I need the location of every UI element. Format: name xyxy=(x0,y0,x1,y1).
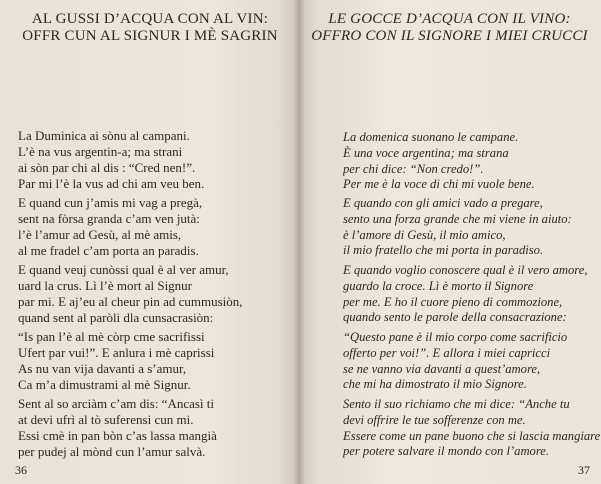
right-title-line: OFFRO CON IL SIGNORE I MIEI CRUCCI xyxy=(311,28,588,44)
page-number: 37 xyxy=(578,463,590,477)
verse-line: devi offrire le tue sofferenze con me. xyxy=(343,412,526,427)
right-title-line: LE GOCCE D’ACQUA CON IL VINO: xyxy=(328,11,571,27)
left-title-line: AL GUSSI D’ACQUA CON AL VIN: xyxy=(31,11,269,27)
verse-line: “Questo pane è il mio corpo come sacrificio xyxy=(343,330,568,344)
verse-line: E quand cun j’amis mi vag a pregà, xyxy=(18,195,203,210)
verse-line: per chi dice: “Non credo!”. xyxy=(343,161,484,176)
verse-line: “Is pan l’è al mè còrp cme sacrifissi xyxy=(18,329,205,344)
right-page-title xyxy=(298,11,601,45)
verse-line: Ca m’a dimustrami al mè Signur. xyxy=(18,377,191,392)
verse-line: è l’amore di Gesù, il mio amico, xyxy=(343,227,506,242)
right-stanza xyxy=(343,330,567,393)
left-page-title xyxy=(0,11,298,45)
right-stanza xyxy=(343,397,600,460)
verse-line: Ufert par vui!”. E anlura i mè caprissi xyxy=(18,345,215,360)
verse-line: per me. E ho il cuore pieno di commozione, xyxy=(343,294,563,309)
verse-line: As nu van vija davanti a s’amur, xyxy=(18,361,187,376)
verse-line: Per me è la voce di chi mi vuole bene. xyxy=(343,177,535,192)
verse-line: par mi. E aj’eu al cheur pin ad cummusiòn, xyxy=(18,294,243,309)
verse-line: Essere come un pane buono che si lascia mangiare xyxy=(343,428,601,443)
right-stanza xyxy=(343,263,587,326)
verse-line: al me fradel c’am porta an paradis. xyxy=(18,243,199,258)
verse-line: E quando con gli amici vado a pregare, xyxy=(343,196,543,210)
left-stanza xyxy=(18,329,214,393)
verse-line: Sent al so arciàm c’am dis: “Ancasì ti xyxy=(18,396,215,411)
verse-line: quand sent al paròli dla cunsacrasiòn: xyxy=(18,310,214,325)
left-stanza xyxy=(18,195,202,259)
verse-line: se ne vanno via davanti a quest’amore, xyxy=(343,361,541,376)
book-gutter xyxy=(293,0,305,484)
verse-line: Sento il suo richiamo che mi dice: “Anche tu xyxy=(343,397,570,411)
verse-line: quando sento le parole della consacrazione: xyxy=(343,310,567,325)
verse-line: La domenica suonano le campane. xyxy=(343,130,519,144)
verse-line: ai sòn par chi al dis : “Cred nen!”. xyxy=(18,160,196,175)
left-stanza xyxy=(18,262,243,326)
verse-line: per pudej al mònd cun l’amur salvà. xyxy=(18,444,206,459)
verse-line: l’è l’amur ad Gesù, al mè amis, xyxy=(18,227,182,242)
left-page xyxy=(0,0,298,484)
verse-line: E quand veuj cunòssi qual è al ver amur, xyxy=(18,262,229,277)
right-stanza xyxy=(343,130,535,193)
page-number: 36 xyxy=(15,463,27,477)
verse-line: E quando voglio conoscere qual è il vero amore, xyxy=(343,263,588,277)
verse-line: sent na fòrsa granda c’am ven jutà: xyxy=(18,211,200,226)
verse-line: uard la crus. Lì l’è mort al Signur xyxy=(18,278,193,293)
left-stanza xyxy=(18,396,217,460)
verse-line: at devi ufrì al tò suferensi cun mi. xyxy=(18,412,194,427)
right-page xyxy=(298,0,601,484)
left-stanza xyxy=(18,128,204,192)
verse-line: che mi ha dimostrato il mio Signore. xyxy=(343,377,527,392)
verse-line: offerto per voi!”. E allora i miei capricci xyxy=(343,345,551,360)
verse-line: La Duminica ai sònu al campani. xyxy=(18,128,190,143)
verse-line: il mio fratello che mi porta in paradiso. xyxy=(343,243,544,258)
verse-line: guardo la croce. Lì è morto il Signore xyxy=(343,278,534,293)
verse-line: È una voce argentina; ma strana xyxy=(343,145,509,160)
verse-line: sento una forza grande che mi viene in aiuto: xyxy=(343,211,572,226)
verse-line: Essi cmè in pan bòn c’as lassa mangià xyxy=(18,428,217,443)
verse-line: per potere salvare il mondo con l’amore. xyxy=(343,444,550,459)
right-stanza xyxy=(343,196,572,259)
verse-line: Par mi l’è la vus ad chi am veu ben. xyxy=(18,176,205,191)
verse-line: L’è na vus argentin-a; ma strani xyxy=(18,144,183,159)
left-title-line: OFFR CUN AL SIGNUR I MÈ SAGRIN xyxy=(22,28,278,44)
